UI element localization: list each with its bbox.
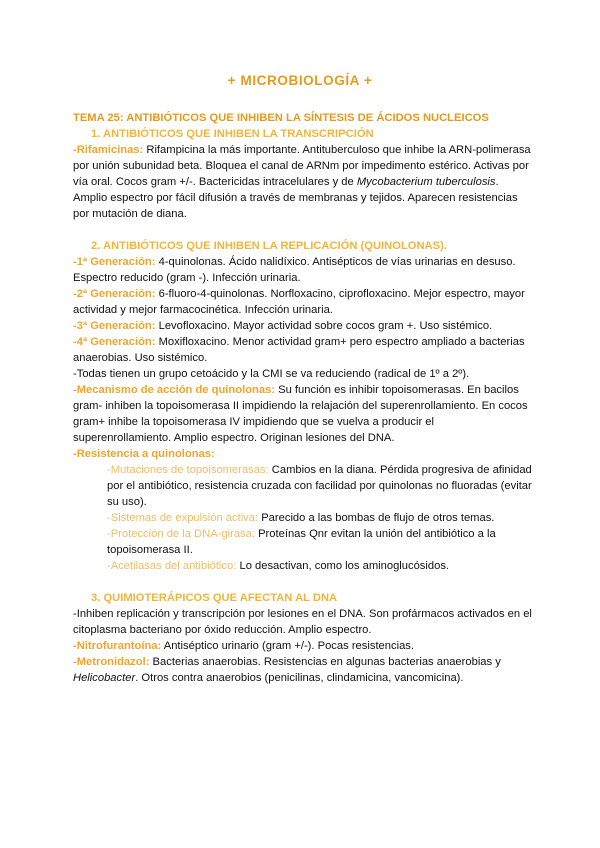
mechanism-label: -Mecanismo de acción de quinolonas: bbox=[73, 384, 276, 396]
nitrofurantoina-text: Antiséptico urinario (gram +/-). Pocas resistencias. bbox=[161, 640, 415, 652]
gen2-label: -2ª Generación: bbox=[73, 288, 156, 300]
topic-heading: TEMA 25: ANTIBIÓTICOS QUE INHIBEN LA SÍNTESIS DE ÁCIDOS NUCLEICOS bbox=[73, 112, 489, 124]
resistance-item-4 bbox=[73, 558, 533, 574]
resistance-item-3-label: -Protección de la DNA-girasa: bbox=[107, 528, 255, 540]
nitrofurantoina-label: -Nitrofurantoína: bbox=[73, 640, 162, 652]
gen4-text: Moxifloxacino. Menor actividad gram+ pero espectro ampliado a bacterias anaerobias. Uso sistémico. bbox=[73, 336, 525, 364]
resistance-heading bbox=[73, 446, 533, 462]
rifamicinas-text-a: Rifampicina la más importante. Antituberculoso que inhibe la ARN-polimerasa por unión subunidad beta. Bloquea el canal de ARNm por impedimento estérico. Activas por vía oral. Cocos gram +/-. Bactericidas intracelulares y de bbox=[73, 144, 531, 188]
resistance-item-4-text: Lo desactivan, como los aminoglucósidos. bbox=[236, 560, 450, 572]
resistance-item-4-label: -Acetilasas del antibiótico: bbox=[107, 560, 237, 572]
resistance-item-1-text: Cambios en la diana. Pérdida progresiva de afinidad por el antibiótico, resistencia cruzada con facilidad por quinolonas no fluoradas (evitar su uso). bbox=[107, 464, 532, 508]
resistance-label: -Resistencia a quinolonas: bbox=[73, 448, 215, 460]
gen1-text: 4-quinolonas. Ácido nalidíxico. Antisépticos de vías urinarias en desuso. Espectro reducido (gram -). Infección urinaria. bbox=[73, 256, 516, 284]
gen3-text: Levofloxacino. Mayor actividad sobre cocos gram +. Uso sistémico. bbox=[155, 320, 493, 332]
nitrofurantoina-paragraph bbox=[73, 638, 533, 654]
gen1-label: -1ª Generación: bbox=[73, 256, 156, 268]
rifamicinas-italic: Mycobacterium tuberculosis bbox=[356, 176, 496, 188]
gen3-label: -3ª Generación: bbox=[73, 320, 156, 332]
mechanism-text: Su función es inhibir topoisomerasas. En bacilos gram- inhiben la topoisomerasa II impidiendo la relajación del superenrollamiento. En cocos gram+ inhibe la topoisomerasa IV impidiendo que se vuelva a producir el superenrollamiento. Amplio espectro. Originan lesiones del DNA. bbox=[73, 384, 528, 444]
section-2-heading: 2. ANTIBIÓTICOS QUE INHIBEN LA REPLICACIÓN (QUINOLONAS). bbox=[91, 240, 447, 252]
metronidazol-text-a: Bacterias anaerobias. Resistencias en algunas bacterias anaerobias y bbox=[149, 656, 501, 668]
gen2-paragraph bbox=[73, 286, 533, 318]
resistance-item-3-text: Proteínas Qnr evitan la unión del antibiótico a la topoisomerasa II. bbox=[107, 528, 496, 556]
mechanism-paragraph bbox=[73, 382, 533, 446]
gen2-text: 6-fluoro-4-quinolonas. Norfloxacino, ciprofloxacino. Mejor espectro, mayor actividad y mejor farmacocinética. Infección urinaria. bbox=[73, 288, 525, 316]
gen4-paragraph bbox=[73, 334, 533, 366]
resistance-item-2-label: -Sistemas de expulsión activa: bbox=[107, 512, 259, 524]
sec3-intro-paragraph: -Inhiben replicación y transcripción por lesiones en el DNA. Son profármacos activados en el citoplasma bacteriano por óxido reducción. Amplio espectro. bbox=[73, 608, 532, 636]
gen3-paragraph bbox=[73, 318, 533, 334]
section-3-heading: 3. QUIMIOTERÁPICOS QUE AFECTAN AL DNA bbox=[91, 592, 338, 604]
resistance-item-1-label: -Mutaciones de topoisomerasas: bbox=[107, 464, 269, 476]
metronidazol-text-b: . Otros contra anaerobios (penicilinas, clindamicina, vancomicina). bbox=[135, 672, 464, 684]
resistance-item-1 bbox=[73, 462, 533, 510]
metronidazol-paragraph bbox=[73, 654, 533, 686]
resistance-item-2 bbox=[73, 510, 533, 526]
note-paragraph: -Todas tienen un grupo cetoácido y la CMI se va reduciendo (radical de 1º a 2º). bbox=[73, 368, 470, 380]
gen1-paragraph bbox=[73, 254, 533, 286]
metronidazol-label: -Metronidazol: bbox=[73, 656, 150, 668]
rifamicinas-label: -Rifamicinas: bbox=[73, 144, 144, 156]
gen4-label: -4ª Generación: bbox=[73, 336, 156, 348]
resistance-item-2-text: Parecido a las bombas de flujo de otros temas. bbox=[258, 512, 495, 524]
rifamicinas-text-b: . Amplio espectro por fácil difusión a través de membranas y tejidos. Aparecen resistencias por mutación de diana. bbox=[73, 176, 518, 220]
document-body bbox=[73, 110, 533, 686]
page-title: + MICROBIOLOGÍA + bbox=[227, 73, 373, 88]
rifamicinas-paragraph bbox=[73, 142, 533, 222]
section-1-heading: 1. ANTIBIÓTICOS QUE INHIBEN LA TRANSCRIPCIÓN bbox=[91, 128, 374, 140]
metronidazol-italic: Helicobacter bbox=[73, 672, 136, 684]
resistance-item-3 bbox=[73, 526, 533, 558]
